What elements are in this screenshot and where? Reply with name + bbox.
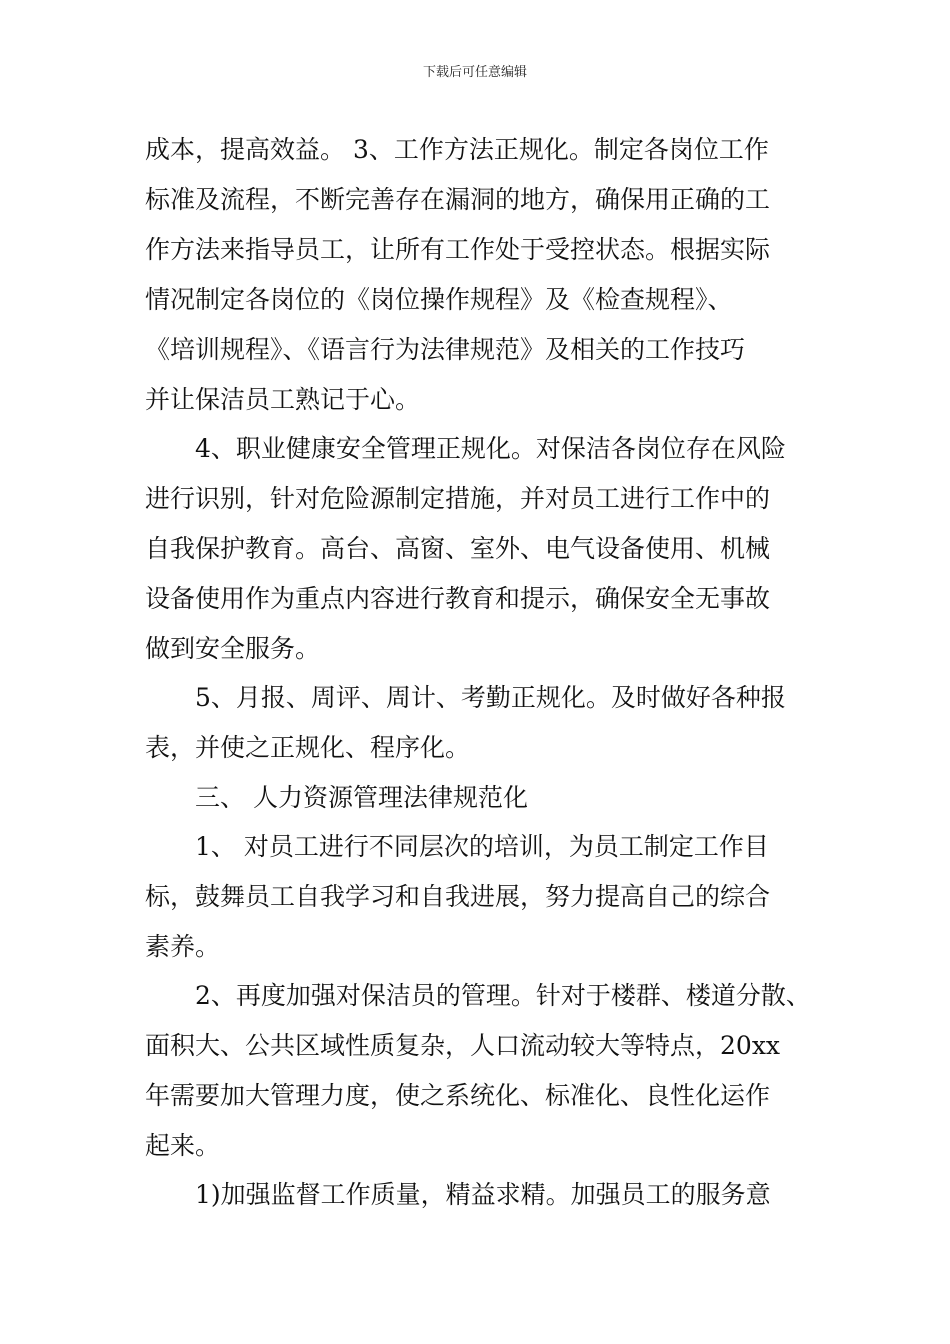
text-line: 情况制定各岗位的《岗位操作规程》及《检查规程》、 <box>145 285 733 314</box>
text-line: 1)加强监督工作质量，精益求精。加强员工的服务意 <box>195 1180 771 1209</box>
page-header: 下载后可任意编辑 <box>422 65 527 80</box>
text-line: 《培训规程》、《语言行为法律规范》及相关的工作技巧 <box>145 335 746 364</box>
text-line: 2、再度加强对保洁员的管理。针对于楼群、楼道分散、 <box>195 981 811 1010</box>
text-line: 表，并使之正规化、程序化。 <box>145 733 471 762</box>
text-line: 标，鼓舞员工自我学习和自我进展，努力提高自己的综合 <box>145 882 771 911</box>
text-line: 作方法来指导员工，让所有工作处于受控状态。根据实际 <box>145 235 771 264</box>
text-line: 并让保洁员工熟记于心。 <box>145 385 421 414</box>
section-heading: 三、 人力资源管理法律规范化 <box>195 783 528 812</box>
text-line: 自我保护教育。高台、高窗、室外、电气设备使用、机械 <box>145 534 771 563</box>
text-line: 面积大、公共区域性质复杂，人口流动较大等特点，20xx <box>145 1031 781 1060</box>
text-line: 起来。 <box>145 1131 221 1160</box>
text-line: 素养。 <box>145 932 221 961</box>
text-line: 成本，提高效益。 3、工作方法正规化。制定各岗位工作 <box>145 135 769 164</box>
text-line: 进行识别，针对危险源制定措施，并对员工进行工作中的 <box>145 484 771 513</box>
text-line: 4、职业健康安全管理正规化。对保洁各岗位存在风险 <box>195 434 786 463</box>
text-line: 设备使用作为重点内容进行教育和提示，确保安全无事故 <box>145 584 771 613</box>
text-line: 年需要加大管理力度，使之系统化、标准化、良性化运作 <box>145 1081 771 1110</box>
text-line: 做到安全服务。 <box>145 634 321 663</box>
text-line: 标准及流程，不断完善存在漏洞的地方，确保用正确的工 <box>145 185 771 214</box>
text-line: 5、月报、周评、周计、考勤正规化。及时做好各种报 <box>195 683 786 712</box>
text-line: 1、 对员工进行不同层次的培训，为员工制定工作目 <box>195 832 769 861</box>
